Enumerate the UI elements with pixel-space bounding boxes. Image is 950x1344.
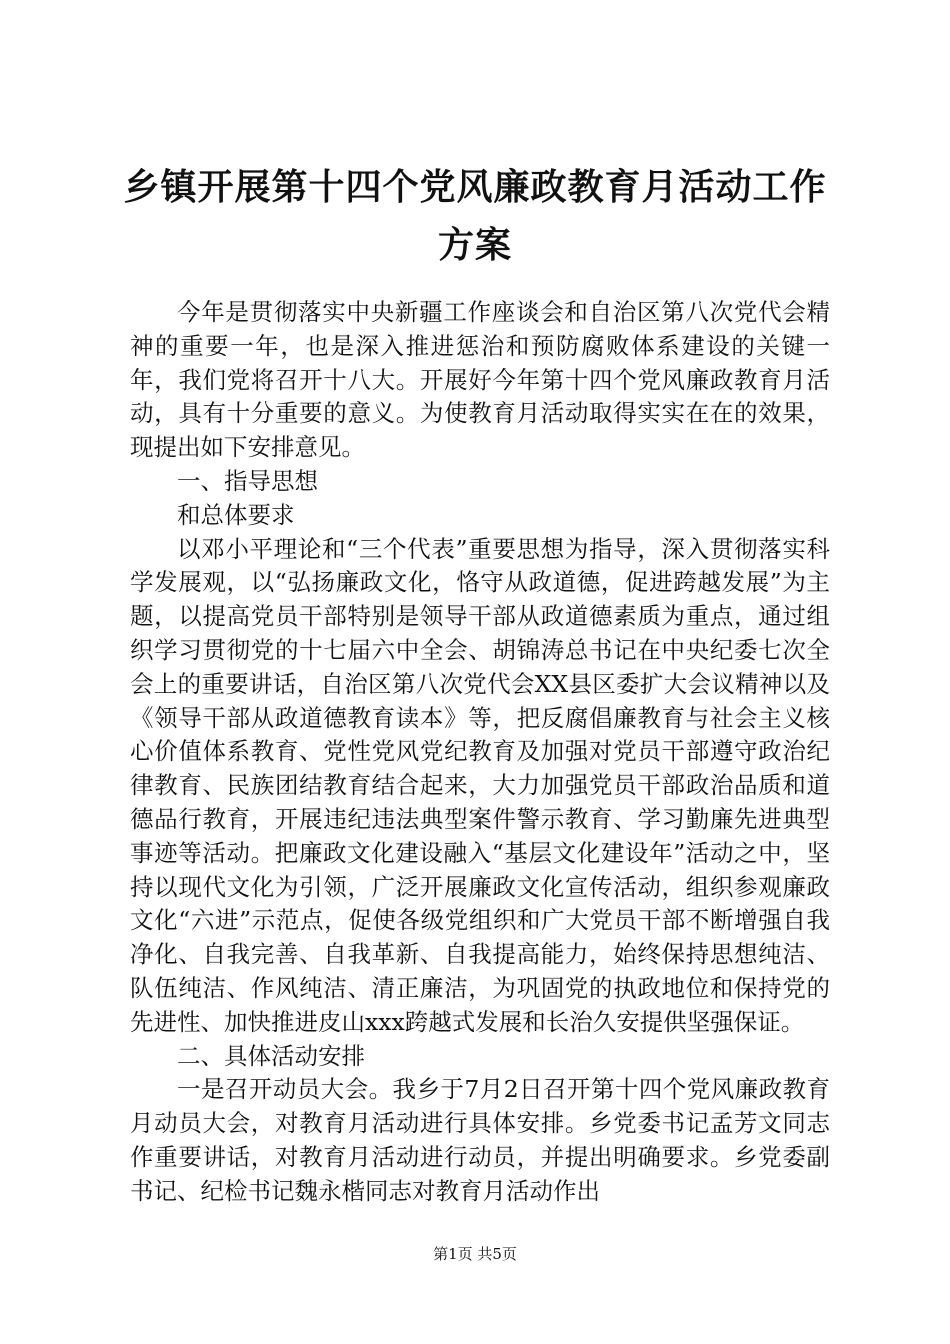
page-number-footer: 第1页 共5页 [433, 1245, 517, 1263]
document-body [130, 296, 830, 1209]
document-title: 乡镇开展第十四个党风廉政教育月活动工作方案 [123, 166, 827, 266]
guiding-ideology-paragraph: 以邓小平理论和“三个代表”重要思想为指导，深入贯彻落实科学发展观，以“弘扬廉政文化，恪守从政道德，促进跨越发展”为主题，以提高党员干部特别是领导干部从政道德素质为重点，通过组织学习贯彻党的十七届六中全会、胡锦涛总书记在中央纪委七次全会上的重要讲话，自治区第八次党代会XX县区委扩大会议精神以及《领导干部从政道德教育读本》等，把反腐倡廉教育与社会主义核心价值体系教育、党性党风党纪教育及加强对党员干部遵守政治纪律教育、民族团结教育结合起来，大力加强党员干部政治品质和道德品行教育，开展违纪违法典型案件警示教育、学习勤廉先进典型事迹等活动。把廉政文化建设融入“基层文化建设年”活动之中，坚持以现代文化为引领，广泛开展廉政文化宣传活动，组织参观廉政文化“六进”示范点，促使各级党组织和广大党员干部不断增强自我净化、自我完善、自我革新、自我提高能力，始终保持思想纯洁、队伍纯洁、作风纯洁、清正廉洁，为巩固党的执政地位和保持党的先进性、加快推进皮山xxx跨越式发展和长治久安提供坚强保证。 [130, 534, 830, 1036]
mobilization-meeting-paragraph: 一是召开动员大会。我乡于7月2日召开第十四个党风廉政教育月动员大会，对教育月活动进行具体安排。乡党委书记孟芳文同志作重要讲话，对教育月活动进行动员，并提出明确要求。乡党委副书记、纪检书记魏永楷同志对教育月活动作出 [130, 1075, 830, 1205]
section-heading-guiding-ideology: 一、指导思想 [177, 466, 318, 495]
intro-paragraph: 今年是贯彻落实中央新疆工作座谈会和自治区第八次党代会精神的重要一年，也是深入推进惩治和预防腐败体系建设的关键一年，我们党将召开十八大。开展好今年第十四个党风廉政教育月活动，具有十分重要的意义。为使教育月活动取得实实在在的效果，现提出如下安排意见。 [130, 298, 830, 462]
section-heading-activity-arrangements: 二、具体活动安排 [177, 1041, 365, 1070]
section-heading-general-requirements: 和总体要求 [177, 500, 295, 529]
